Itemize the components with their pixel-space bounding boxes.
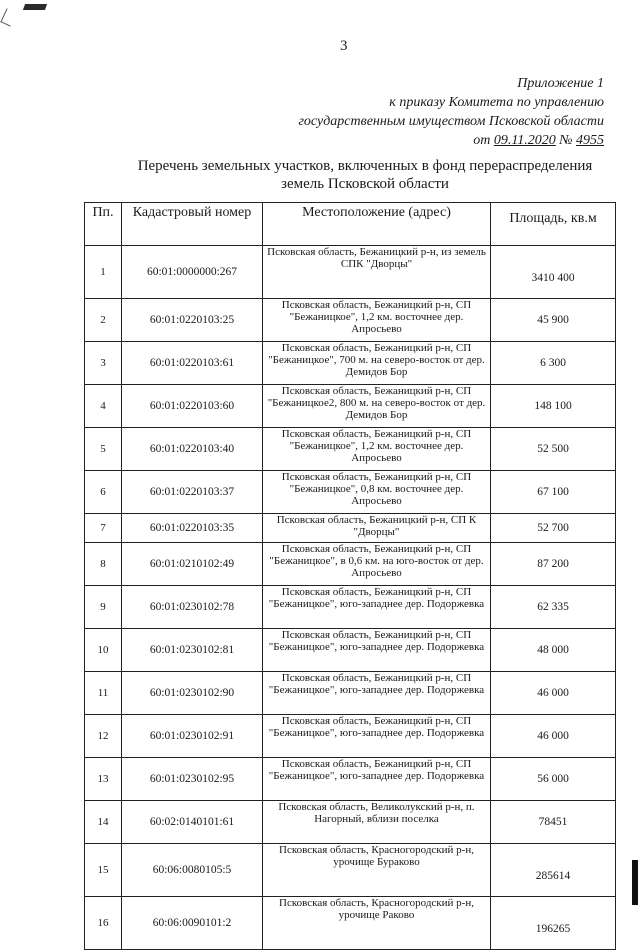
row-area: 56 000: [491, 758, 616, 801]
table-row: [85, 801, 616, 844]
table-row: [85, 844, 616, 897]
table-row: [85, 543, 616, 586]
row-cadastral: 60:01:0220103:25: [122, 299, 263, 342]
table-row: [85, 629, 616, 672]
table-row: [85, 299, 616, 342]
header-num: Пп.: [85, 203, 122, 246]
row-location: Псковская область, Бежаницкий р-н, СП "Бежаницкое", юго-западнее дер. Подоржевка: [263, 758, 491, 801]
row-area: 67 100: [491, 471, 616, 514]
row-location: Псковская область, Бежаницкий р-н, СП "Бежаницкое", юго-западнее дер. Подоржевка: [263, 715, 491, 758]
table-row: [85, 758, 616, 801]
row-location: Псковская область, Бежаницкий р-н, СП "Бежаницкое", 1,2 км. восточнее дер. Апросьево: [263, 428, 491, 471]
row-num: 5: [85, 428, 122, 471]
row-cadastral: 60:06:0080105:5: [122, 844, 263, 897]
row-area: 46 000: [491, 672, 616, 715]
row-area: 6 300: [491, 342, 616, 385]
row-area: 148 100: [491, 385, 616, 428]
appendix-block: [298, 74, 604, 150]
table-row: [85, 514, 616, 543]
row-cadastral: 60:06:0090101:2: [122, 897, 263, 950]
row-area: 62 335: [491, 586, 616, 629]
appendix-number: 4955: [576, 133, 604, 148]
header-location: Местоположение (адрес): [263, 203, 491, 246]
table-header-row: [85, 203, 616, 246]
row-cadastral: 60:01:0230102:78: [122, 586, 263, 629]
appendix-line-2: к приказу Комитета по управлению: [389, 95, 604, 110]
row-area: 48 000: [491, 629, 616, 672]
row-num: 12: [85, 715, 122, 758]
row-area: 78451: [491, 801, 616, 844]
table-row: [85, 428, 616, 471]
row-cadastral: 60:01:0230102:90: [122, 672, 263, 715]
title-line-2: земель Псковской области: [281, 176, 449, 192]
row-cadastral: 60:01:0220103:60: [122, 385, 263, 428]
appendix-line-1: Приложение 1: [517, 76, 604, 91]
row-cadastral: 60:01:0220103:40: [122, 428, 263, 471]
row-num: 8: [85, 543, 122, 586]
row-location: Псковская область, Бежаницкий р-н, СП "Бежаницкое", в 0,6 км. на юго-восток от дер. Апросьево: [263, 543, 491, 586]
page-number: 3: [340, 38, 348, 54]
row-location: Псковская область, Бежаницкий р-н, СП "Бежаницкое2, 800 м. на северо-восток от дер. Демидов Бор: [263, 385, 491, 428]
row-cadastral: 60:01:0230102:95: [122, 758, 263, 801]
table-row: [85, 672, 616, 715]
appendix-line-3: государственным имуществом Псковской области: [298, 114, 604, 129]
row-num: 14: [85, 801, 122, 844]
row-num: 2: [85, 299, 122, 342]
table-row: [85, 471, 616, 514]
scan-corner-tick: [0, 8, 16, 26]
row-location: Псковская область, Бежаницкий р-н, СП "Бежаницкое", юго-западнее дер. Подоржевка: [263, 672, 491, 715]
row-num: 11: [85, 672, 122, 715]
row-area: 46 000: [491, 715, 616, 758]
table-row: [85, 342, 616, 385]
appendix-date-prefix: от: [473, 133, 491, 148]
row-num: 6: [85, 471, 122, 514]
row-location: Псковская область, Бежаницкий р-н, из земель СПК "Дворцы": [263, 246, 491, 299]
row-location: Псковская область, Бежаницкий р-н, СП "Бежаницкое", юго-западнее дер. Подоржевка: [263, 629, 491, 672]
row-num: 1: [85, 246, 122, 299]
table-row: [85, 586, 616, 629]
row-area: 52 500: [491, 428, 616, 471]
row-num: 9: [85, 586, 122, 629]
table-row: [85, 385, 616, 428]
row-area: 45 900: [491, 299, 616, 342]
title-line-1: Перечень земельных участков, включенных в фонд перераспределения: [137, 158, 593, 174]
table-row: [85, 897, 616, 950]
scan-corner-mark: [23, 4, 47, 10]
appendix-date-line: [298, 131, 604, 150]
table-row: [85, 715, 616, 758]
row-area: 196265: [491, 897, 616, 950]
row-num: 15: [85, 844, 122, 897]
row-location: Псковская область, Великолукский р-н, п. Нагорный, вблизи поселка: [263, 801, 491, 844]
row-cadastral: 60:01:0220103:61: [122, 342, 263, 385]
scan-edge-bar: [632, 860, 638, 905]
row-cadastral: 60:02:0140101:61: [122, 801, 263, 844]
row-num: 10: [85, 629, 122, 672]
land-plots-table: [84, 202, 616, 950]
row-area: 3410 400: [491, 246, 616, 299]
row-cadastral: 60:01:0210102:49: [122, 543, 263, 586]
row-num: 3: [85, 342, 122, 385]
row-cadastral: 60:01:0220103:37: [122, 471, 263, 514]
row-area: 285614: [491, 844, 616, 897]
row-area: 52 700: [491, 514, 616, 543]
row-location: Псковская область, Красногородский р-н, урочище Бураково: [263, 844, 491, 897]
appendix-date: 09.11.2020: [493, 133, 556, 148]
row-location: Псковская область, Бежаницкий р-н, СП "Бежаницкое", юго-западнее дер. Подоржевка: [263, 586, 491, 629]
row-num: 7: [85, 514, 122, 543]
row-cadastral: 60:01:0230102:91: [122, 715, 263, 758]
header-area: Площадь, кв.м: [491, 203, 616, 246]
row-location: Псковская область, Бежаницкий р-н, СП К "Дворцы": [263, 514, 491, 543]
row-num: 16: [85, 897, 122, 950]
document-title: [120, 157, 610, 193]
header-cadastral: Кадастровый номер: [122, 203, 263, 246]
row-num: 4: [85, 385, 122, 428]
row-cadastral: 60:01:0000000:267: [122, 246, 263, 299]
row-area: 87 200: [491, 543, 616, 586]
row-location: Псковская область, Бежаницкий р-н, СП "Бежаницкое", 1,2 км. восточнее дер. Апросьево: [263, 299, 491, 342]
appendix-number-prefix: №: [559, 133, 573, 148]
row-location: Псковская область, Бежаницкий р-н, СП "Бежаницкое", 700 м. на северо-восток от дер. Демидов Бор: [263, 342, 491, 385]
row-num: 13: [85, 758, 122, 801]
table-row: [85, 246, 616, 299]
row-cadastral: 60:01:0230102:81: [122, 629, 263, 672]
row-location: Псковская область, Красногородский р-н, урочище Раково: [263, 897, 491, 950]
row-cadastral: 60:01:0220103:35: [122, 514, 263, 543]
row-location: Псковская область, Бежаницкий р-н, СП "Бежаницкое", 0,8 км. восточнее дер. Апросьево: [263, 471, 491, 514]
